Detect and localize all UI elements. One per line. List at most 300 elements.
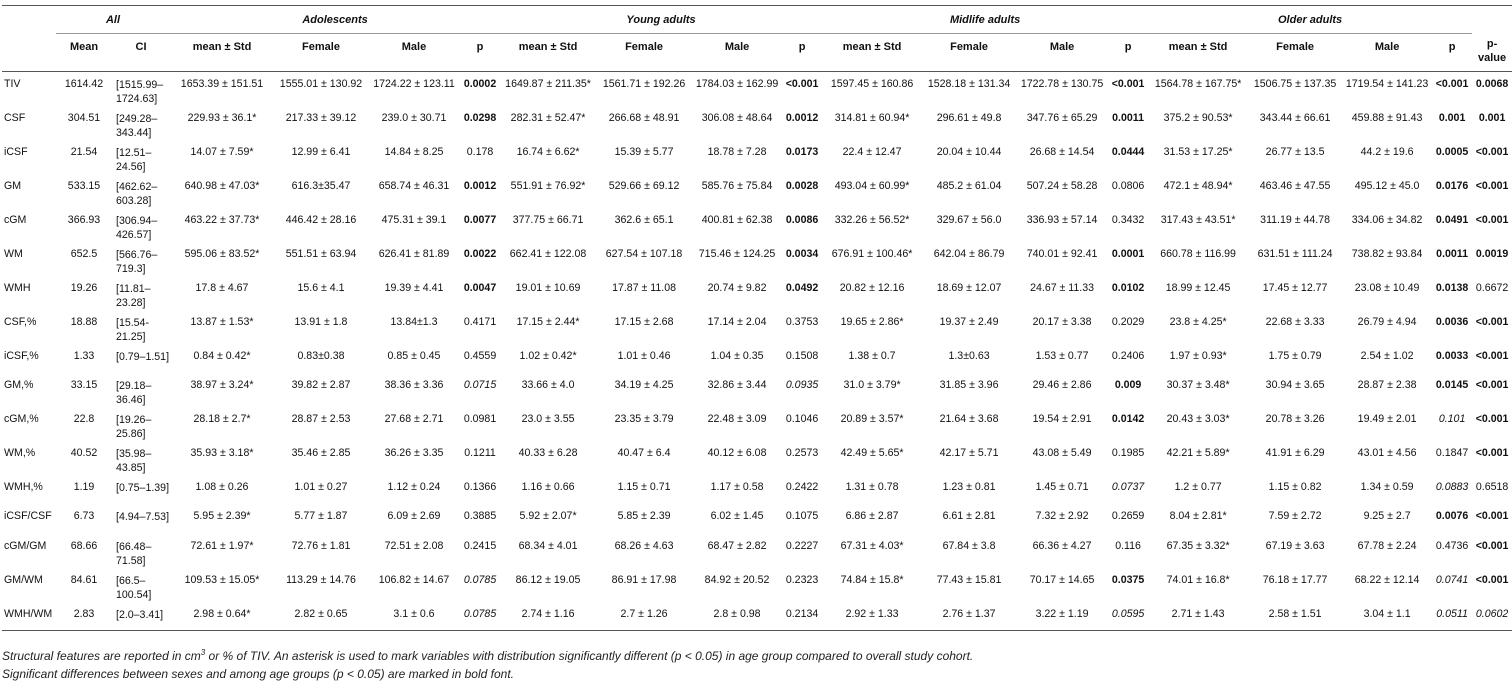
p-value-cell: 0.0068 [1475,78,1509,90]
older-adults-mean-std-cell: 42.21 ± 5.89* [1166,447,1230,460]
adolescents-male-cell: 3.1 ± 0.6 [368,602,460,631]
midlife-adults-mean-std-cell: 332.26 ± 56.52* [834,214,910,226]
row-label-cell: cGM [4,214,27,226]
young-adults-mean-std-cell: 19.01 ± 10.69 [515,282,581,294]
all-mean-cell: 33.15 [70,379,98,392]
young-adults-male-cell: 1784.03 ± 162.99 [695,78,779,90]
young-adults-mean-std-cell: 17.15 ± 2.44* [516,316,580,328]
adolescents-mean-std-cell: 72.61 ± 1.97* [190,539,254,552]
midlife-adults-female-cell: 6.61 ± 2.81 [942,510,996,523]
row-label-cell: WM [4,248,23,260]
midlife-adults-male-cell: 20.17 ± 3.38 [1032,316,1092,328]
young-adults-mean-std-cell: 551.91 ± 76.92* [510,180,586,192]
older-adults-p-cell: 0.0036 [1435,316,1469,328]
older-adults-female-cell: 463.46 ± 47.55 [1259,180,1331,192]
young-adults-p-cell: 0.0935 [785,379,819,392]
col-old-female: Female [1248,34,1342,72]
table-row [2,242,1512,276]
p-value-cell: <0.001 [1475,146,1509,158]
older-adults-mean-std-cell: 1564.78 ± 167.75* [1154,78,1242,90]
midlife-adults-female-cell: 77.43 ± 15.81 [936,573,1002,586]
young-adults-female-cell: 627.54 ± 107.18 [605,248,683,260]
row-label-cell: WMH [4,282,31,294]
older-adults-p-cell: 0.0011 [1436,248,1468,260]
adolescents-female-cell: 0.83±0.38 [297,350,345,362]
all-ci-cell: [1515.99–1724.63] [116,79,164,105]
adolescents-male-cell: 36.26 ± 3.35 [384,447,444,460]
all-mean-cell: 68.66 [70,539,98,552]
older-adults-male-cell: 19.49 ± 2.01 [1357,413,1417,426]
adolescents-p-cell: 0.0047 [463,282,497,294]
midlife-adults-p-cell: 0.2406 [1111,350,1145,362]
young-adults-male-cell: 32.86 ± 3.44 [707,379,767,392]
all-ci-cell: [0.79–1.51] [116,351,170,363]
adolescents-female-cell: 28.87 ± 2.53 [291,413,351,426]
young-adults-p-cell: 0.2323 [785,573,819,586]
midlife-adults-p-cell: 0.009 [1114,379,1142,392]
older-adults-mean-std-cell: 2.71 ± 1.43 [1148,602,1248,631]
p-value-cell: <0.001 [1475,379,1509,392]
adolescents-male-cell: 106.82 ± 14.67 [378,573,450,586]
adolescents-female-cell: 1555.01 ± 130.92 [279,78,363,90]
table-row [2,475,1512,504]
older-adults-male-cell: 334.06 ± 34.82 [1351,214,1423,226]
adolescents-p-cell: 0.0298 [463,112,497,124]
adolescents-mean-std-cell: 2.98 ± 0.64* [170,602,274,631]
p-value-cell: <0.001 [1475,180,1509,192]
adolescents-p-cell: 0.0981 [463,413,497,426]
table-body [2,72,1512,631]
adolescents-female-cell: 39.82 ± 2.87 [291,379,351,392]
midlife-adults-mean-std-cell: 31.0 ± 3.79* [843,379,901,392]
midlife-adults-mean-std-cell: 20.89 ± 3.57* [840,413,904,426]
row-label-cell: iCSF [4,146,28,158]
table-row [2,208,1512,242]
adolescents-mean-std-cell: 17.8 ± 4.67 [195,282,249,294]
older-adults-male-cell: 44.2 ± 19.6 [1360,146,1414,158]
young-adults-female-cell: 23.35 ± 3.79 [614,413,674,426]
p-value-cell: 0.0019 [1475,248,1509,260]
young-adults-female-cell: 17.15 ± 2.68 [614,316,674,328]
midlife-adults-mean-std-cell: 1597.45 ± 160.86 [830,78,914,90]
adolescents-mean-std-cell: 0.84 ± 0.42* [193,350,251,362]
older-adults-mean-std-cell: 375.2 ± 90.53* [1163,112,1233,124]
all-ci-cell: [15.54-21.25] [116,317,149,343]
table-row [2,106,1512,140]
older-adults-male-cell: 67.78 ± 2.24 [1357,539,1417,552]
row-label-cell: CSF,% [4,316,37,328]
adolescents-mean-std-cell: 28.18 ± 2.7* [193,413,251,426]
adolescents-mean-std-cell: 14.07 ± 7.59* [190,146,254,158]
older-adults-female-cell: 30.94 ± 3.65 [1265,379,1325,392]
young-adults-female-cell: 1561.71 ± 192.26 [602,78,686,90]
adolescents-female-cell: 113.29 ± 14.76 [286,573,356,586]
col-mid-female: Female [922,34,1016,72]
young-adults-male-cell: 17.14 ± 2.04 [707,316,767,328]
col-p-value: p-value [1472,34,1512,72]
young-adults-male-cell: 84.92 ± 20.52 [704,573,770,586]
all-ci-cell: [2.0–3.41] [112,602,170,631]
all-mean-cell: 652.5 [70,248,98,260]
midlife-adults-female-cell: 642.04 ± 86.79 [933,248,1005,260]
table-row [2,373,1512,407]
midlife-adults-p-cell: 0.1985 [1111,447,1145,460]
adolescents-female-cell: 35.46 ± 2.85 [291,447,351,460]
adolescents-male-cell: 626.41 ± 81.89 [378,248,450,260]
midlife-adults-female-cell: 296.61 ± 49.8 [936,112,1002,124]
all-ci-cell: [249.28–343.44] [116,113,158,139]
midlife-adults-mean-std-cell: 74.84 ± 15.8* [840,573,904,586]
young-adults-mean-std-cell: 40.33 ± 6.28 [518,447,578,460]
older-adults-male-cell: 1719.54 ± 141.23 [1345,78,1429,90]
midlife-adults-mean-std-cell: 19.65 ± 2.86* [840,316,904,328]
midlife-adults-mean-std-cell: 314.81 ± 60.94* [834,112,910,124]
adolescents-mean-std-cell: 1.08 ± 0.26 [195,481,249,494]
table-row [2,344,1512,373]
young-adults-male-cell: 20.74 ± 9.82 [707,282,767,294]
older-adults-p-cell: 0.0741 [1435,573,1469,586]
adolescents-p-cell: 0.0002 [463,78,497,90]
table-row [2,140,1512,174]
col-young-female: Female [596,34,692,72]
young-adults-p-cell: 0.1508 [785,350,819,362]
all-ci-cell: [566.76–719.3] [116,249,158,275]
col-young-p: p [782,34,822,72]
adolescents-female-cell: 15.6 ± 4.1 [297,282,345,294]
all-mean-cell: 6.73 [73,510,95,523]
footnote-units: Structural features are reported in $cm^3$ or % of TIV. An asterisk is used to mark variables with distribution significantly different (p < 0.05) in age group compared to overall study cohort. [2,648,974,663]
row-label-cell: iCSF/CSF [4,510,52,523]
all-mean-cell: 22.8 [73,413,95,426]
midlife-adults-female-cell: 329.67 ± 56.0 [936,214,1002,226]
adolescents-p-cell: 0.0785 [463,573,497,586]
all-mean-cell: 1.33 [73,350,95,362]
midlife-adults-mean-std-cell: 1.38 ± 0.7 [848,350,896,362]
older-adults-p-cell: 0.0145 [1435,379,1469,392]
all-ci-cell: [66.48–71.58] [116,540,152,567]
midlife-adults-p-cell: 0.116 [1115,539,1141,552]
p-value-cell: 0.001 [1478,112,1506,124]
young-adults-male-cell: 585.76 ± 75.84 [701,180,773,192]
row-label-cell: GM [4,180,22,192]
table-row [2,568,1512,602]
young-adults-p-cell: 0.2134 [782,602,822,631]
col-mid-mean-std: mean ± Std [822,34,922,72]
adolescents-mean-std-cell: 1653.39 ± 151.51 [180,78,264,90]
young-adults-female-cell: 86.91 ± 17.98 [611,573,677,586]
p-value-cell: 0.6672 [1475,282,1509,294]
older-adults-female-cell: 1.75 ± 0.79 [1268,350,1322,362]
midlife-adults-mean-std-cell: 67.31 ± 4.03* [840,539,904,552]
adolescents-p-cell: 0.0022 [463,248,497,260]
midlife-adults-male-cell: 507.24 ± 58.28 [1026,180,1098,192]
all-ci-cell: [19.26–25.86] [116,414,152,441]
young-adults-female-cell: 68.26 ± 4.63 [614,539,674,552]
col-ci: CI [112,34,170,72]
adolescents-female-cell: 13.91 ± 1.8 [294,316,348,328]
older-adults-male-cell: 3.04 ± 1.1 [1342,602,1432,631]
older-adults-female-cell: 1.15 ± 0.82 [1268,481,1322,494]
table-row [2,72,1512,107]
older-adults-male-cell: 459.88 ± 91.43 [1351,112,1423,124]
older-adults-mean-std-cell: 1.2 ± 0.77 [1174,481,1222,494]
adolescents-p-cell: 0.0077 [463,214,497,226]
older-adults-p-cell: 0.0491 [1435,214,1469,226]
young-adults-p-cell: 0.2227 [785,539,819,552]
row-label-cell: TIV [4,78,21,90]
young-adults-male-cell: 6.02 ± 1.45 [710,510,764,523]
midlife-adults-male-cell: 740.01 ± 92.41 [1026,248,1098,260]
adolescents-male-cell: 27.68 ± 2.71 [384,413,444,426]
table-row [2,276,1512,310]
all-mean-cell: 533.15 [67,180,101,192]
young-adults-female-cell: 40.47 ± 6.4 [617,447,671,460]
adolescents-male-cell: 38.36 ± 3.36 [384,379,444,392]
row-label-cell: WMH,% [4,481,43,494]
col-old-male: Male [1342,34,1432,72]
older-adults-mean-std-cell: 18.99 ± 12.45 [1165,282,1231,294]
row-label-cell: GM,% [4,379,34,392]
midlife-adults-male-cell: 1.45 ± 0.71 [1035,481,1089,494]
midlife-adults-mean-std-cell: 2.92 ± 1.33 [822,602,922,631]
young-adults-male-cell: 2.8 ± 0.98 [692,602,782,631]
adolescents-male-cell: 13.84±1.3 [390,316,438,328]
row-label-cell: GM/WM [4,573,43,586]
young-adults-mean-std-cell: 86.12 ± 19.05 [515,573,581,586]
p-value-cell: <0.001 [1475,539,1509,552]
older-adults-female-cell: 26.77 ± 13.5 [1265,146,1325,158]
young-adults-female-cell: 529.66 ± 69.12 [608,180,680,192]
adolescents-mean-std-cell: 13.87 ± 1.53* [190,316,254,328]
older-adults-female-cell: 7.59 ± 2.72 [1268,510,1322,523]
young-adults-female-cell: 1.01 ± 0.46 [617,350,671,362]
adolescents-p-cell: 0.178 [466,146,494,158]
young-adults-female-cell: 2.7 ± 1.26 [596,602,692,631]
older-adults-male-cell: 495.12 ± 45.0 [1354,180,1420,192]
p-value-cell: <0.001 [1475,316,1509,328]
older-adults-p-cell: 0.0138 [1435,282,1469,294]
older-adults-mean-std-cell: 23.8 ± 4.25* [1169,316,1227,328]
col-young-male: Male [692,34,782,72]
midlife-adults-male-cell: 29.46 ± 2.86 [1032,379,1092,392]
young-adults-mean-std-cell: 5.92 ± 2.07* [519,510,577,523]
midlife-adults-female-cell: 18.69 ± 12.07 [936,282,1002,294]
adolescents-female-cell: 5.77 ± 1.87 [294,510,348,523]
adolescents-p-cell: 0.2415 [463,539,497,552]
older-adults-p-cell: 0.0076 [1435,510,1469,523]
adolescents-p-cell: 0.4559 [463,350,497,362]
adolescents-p-cell: 0.1366 [463,481,497,494]
adolescents-female-cell: 12.99 ± 6.41 [291,146,351,158]
young-adults-male-cell: 68.47 ± 2.82 [707,539,767,552]
midlife-adults-p-cell: 0.0595 [1108,602,1148,631]
col-mean: Mean [56,34,112,72]
adolescents-mean-std-cell: 35.93 ± 3.18* [190,447,254,460]
midlife-adults-p-cell: 0.0444 [1111,146,1145,158]
p-value-cell: <0.001 [1475,413,1509,426]
col-old-mean-std: mean ± Std [1148,34,1248,72]
midlife-adults-mean-std-cell: 22.4 ± 12.47 [842,146,902,158]
young-adults-p-cell: 0.0012 [785,112,819,124]
young-adults-male-cell: 1.04 ± 0.35 [710,350,764,362]
older-adults-p-cell: 0.0176 [1435,180,1469,192]
older-adults-p-cell: 0.4736 [1435,539,1469,552]
group-header-row [2,6,1512,34]
midlife-adults-female-cell: 1528.18 ± 131.34 [927,78,1011,90]
table-row [2,441,1512,475]
adolescents-p-cell: 0.1211 [464,447,496,460]
older-adults-mean-std-cell: 20.43 ± 3.03* [1166,413,1230,426]
all-ci-cell: [11.81–23.28] [116,283,151,309]
p-value-cell: <0.001 [1475,510,1509,523]
all-ci-cell: [35.98–43.85] [116,448,152,475]
young-adults-p-cell: 0.3753 [785,316,819,328]
col-ado-mean-std: mean ± Std [170,34,274,72]
adolescents-male-cell: 6.09 ± 2.69 [387,510,441,523]
all-mean-cell: 1614.42 [64,78,104,90]
adolescents-mean-std-cell: 5.95 ± 2.39* [193,510,251,523]
older-adults-mean-std-cell: 31.53 ± 17.25* [1163,146,1233,158]
midlife-adults-female-cell: 67.84 ± 3.8 [942,539,996,552]
young-adults-male-cell: 715.46 ± 124.25 [698,248,776,260]
p-value-cell: <0.001 [1475,447,1509,460]
young-adults-mean-std-cell: 282.31 ± 52.47* [510,112,586,124]
p-value-cell: 0.6518 [1475,481,1509,494]
table-row [2,504,1512,533]
all-mean-cell: 1.19 [73,481,95,494]
adolescents-male-cell: 1.12 ± 0.24 [387,481,441,494]
col-old-p: p [1432,34,1472,72]
young-adults-p-cell: <0.001 [785,78,819,90]
adolescents-male-cell: 19.39 ± 4.41 [384,282,444,294]
midlife-adults-male-cell: 24.67 ± 11.33 [1030,282,1095,294]
all-ci-cell: [4.94–7.53] [116,511,170,524]
young-adults-mean-std-cell: 662.41 ± 122.08 [509,248,587,260]
midlife-adults-female-cell: 485.2 ± 61.04 [936,180,1002,192]
older-adults-male-cell: 23.08 ± 10.49 [1354,282,1420,294]
all-ci-cell: [29.18–36.46] [116,380,152,407]
young-adults-mean-std-cell: 16.74 ± 6.62* [516,146,580,158]
adolescents-p-cell: 0.3885 [463,510,497,523]
older-adults-male-cell: 738.82 ± 93.84 [1351,248,1423,260]
adolescents-p-cell: 0.0012 [463,180,497,192]
older-adults-male-cell: 26.79 ± 4.94 [1357,316,1417,328]
midlife-adults-male-cell: 1.53 ± 0.77 [1035,350,1089,362]
young-adults-p-cell: 0.2422 [785,481,819,494]
young-adults-p-cell: 0.2573 [785,447,819,460]
young-adults-p-cell: 0.0492 [785,282,819,294]
older-adults-p-cell: 0.0033 [1435,350,1469,362]
midlife-adults-p-cell: 0.0737 [1111,481,1145,494]
young-adults-male-cell: 40.12 ± 6.08 [707,447,767,460]
all-ci-cell: [0.75–1.39] [116,482,170,495]
all-mean-cell: 19.26 [70,282,98,294]
midlife-adults-male-cell: 66.36 ± 4.27 [1032,539,1092,552]
young-adults-mean-std-cell: 1.02 ± 0.42* [519,350,577,362]
midlife-adults-p-cell: <0.001 [1111,78,1145,90]
adolescents-mean-std-cell: 229.93 ± 36.1* [187,112,257,124]
midlife-adults-mean-std-cell: 1.31 ± 0.78 [845,481,899,494]
midlife-adults-male-cell: 26.68 ± 14.54 [1029,146,1095,158]
all-ci-cell: [66.5–100.54] [116,574,152,601]
young-adults-female-cell: 34.19 ± 4.25 [614,379,674,392]
young-adults-p-cell: 0.0028 [785,180,819,192]
adolescents-female-cell: 616.3±35.47 [291,180,351,192]
adolescents-male-cell: 475.31 ± 39.1 [381,214,447,226]
young-adults-female-cell: 362.6 ± 65.1 [614,214,674,226]
adolescents-female-cell: 72.76 ± 1.81 [291,539,351,552]
adolescents-male-cell: 14.84 ± 8.25 [384,146,444,158]
older-adults-p-cell: 0.0883 [1435,481,1469,494]
group-all: All [56,6,170,34]
midlife-adults-p-cell: 0.0011 [1112,112,1144,124]
adolescents-mean-std-cell: 640.98 ± 47.03* [184,180,260,192]
older-adults-mean-std-cell: 67.35 ± 3.32* [1166,539,1230,552]
p-value-cell: <0.001 [1475,350,1509,362]
adolescents-p-cell: 0.0785 [460,602,500,631]
young-adults-female-cell: 1.15 ± 0.71 [617,481,671,494]
all-mean-cell: 304.51 [67,112,101,124]
table-row [2,602,1512,631]
young-adults-mean-std-cell: 33.66 ± 4.0 [521,379,575,392]
young-adults-female-cell: 266.68 ± 48.91 [608,112,680,124]
adolescents-male-cell: 0.85 ± 0.45 [387,350,441,362]
older-adults-mean-std-cell: 472.1 ± 48.94* [1163,180,1233,192]
older-adults-female-cell: 311.19 ± 44.78 [1260,214,1330,226]
p-value-cell: <0.001 [1475,573,1509,586]
all-ci-cell: [306.94–426.57] [116,215,158,241]
all-mean-cell: 18.88 [70,316,98,328]
midlife-adults-mean-std-cell: 20.82 ± 12.16 [839,282,905,294]
young-adults-female-cell: 17.87 ± 11.08 [612,282,677,294]
young-adults-mean-std-cell: 23.0 ± 3.55 [521,413,575,426]
older-adults-female-cell: 343.44 ± 66.61 [1259,112,1331,124]
older-adults-female-cell: 631.51 ± 111.24 [1257,248,1333,260]
adolescents-male-cell: 1724.22 ± 123.11 [373,78,455,90]
midlife-adults-p-cell: 0.0142 [1111,413,1145,426]
older-adults-mean-std-cell: 8.04 ± 2.81* [1169,510,1227,523]
older-adults-female-cell: 67.19 ± 3.63 [1265,539,1325,552]
midlife-adults-mean-std-cell: 6.86 ± 2.87 [845,510,899,523]
midlife-adults-mean-std-cell: 676.91 ± 100.46* [831,248,913,260]
all-mean-cell: 21.54 [70,146,98,158]
older-adults-female-cell: 17.45 ± 12.77 [1262,282,1328,294]
young-adults-male-cell: 400.81 ± 62.38 [701,214,773,226]
older-adults-male-cell: 43.01 ± 4.56 [1357,447,1417,460]
older-adults-mean-std-cell: 317.43 ± 43.51* [1160,214,1236,226]
older-adults-female-cell: 2.58 ± 1.51 [1248,602,1342,631]
older-adults-p-cell: 0.101 [1438,413,1466,426]
adolescents-female-cell: 217.33 ± 39.12 [285,112,357,124]
young-adults-male-cell: 1.17 ± 0.58 [710,481,764,494]
midlife-adults-female-cell: 1.3±0.63 [948,350,990,362]
adolescents-mean-std-cell: 595.06 ± 83.52* [184,248,260,260]
midlife-adults-female-cell: 2.76 ± 1.37 [922,602,1016,631]
young-adults-p-cell: 0.0034 [785,248,819,260]
young-adults-mean-std-cell: 1.16 ± 0.66 [521,481,575,494]
group-young-adults: Young adults [500,6,822,34]
older-adults-male-cell: 28.87 ± 2.38 [1357,379,1417,392]
older-adults-female-cell: 1506.75 ± 137.35 [1253,78,1337,90]
young-adults-p-cell: 0.0173 [785,146,819,158]
adolescents-mean-std-cell: 109.53 ± 15.05* [184,573,260,586]
adolescents-male-cell: 72.51 ± 2.08 [384,539,444,552]
all-mean-cell: 2.83 [56,602,112,631]
older-adults-p-cell: 0.0005 [1435,146,1469,158]
young-adults-p-cell: 0.0086 [785,214,819,226]
older-adults-mean-std-cell: 660.78 ± 116.99 [1160,248,1236,260]
row-label-cell: WMH/WM [2,602,56,631]
